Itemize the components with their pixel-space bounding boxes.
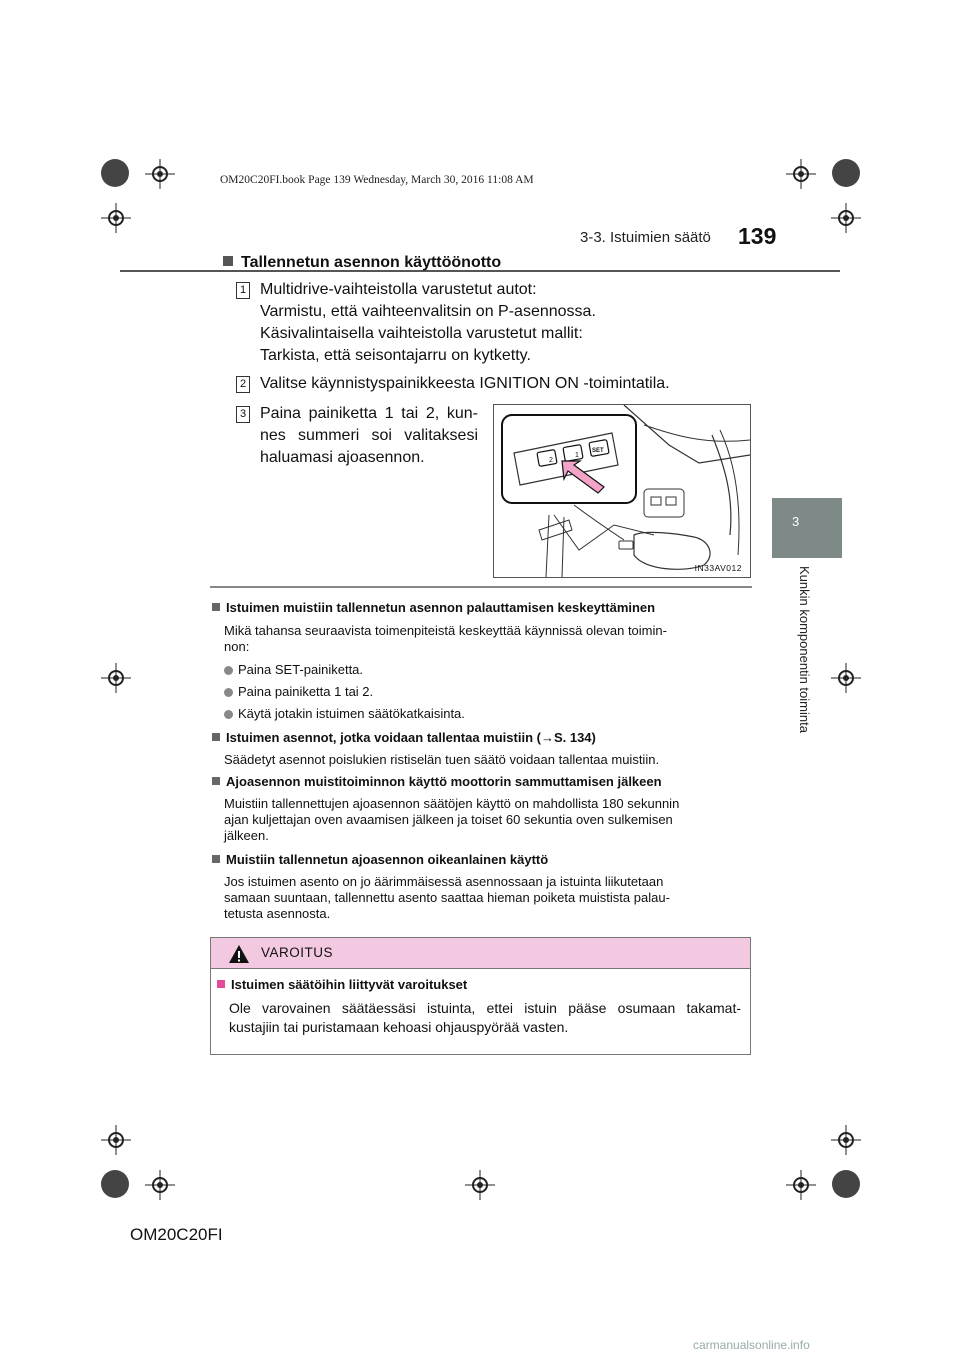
set-button-label: SET xyxy=(592,448,604,454)
step-3-text xyxy=(260,403,478,469)
step-1-text xyxy=(260,279,596,367)
crosshair-mark-icon xyxy=(101,663,131,693)
registration-rosette-top-left xyxy=(101,159,129,187)
crosshair-mark-icon xyxy=(145,1170,175,1200)
note-heading-text: Istuimen asennot, jotka voidaan tallentaa muistiin (→S. 134) xyxy=(226,730,596,745)
warning-subheading-text: Istuimen säätöihin liittyvät varoitukset xyxy=(231,977,468,992)
warning-box xyxy=(210,937,751,1055)
note-3-text xyxy=(224,796,746,844)
note-line: Muistiin tallennettujen ajoasennon säätöjen käyttö on mahdollista 180 sekunnin xyxy=(224,796,680,811)
note-heading-4 xyxy=(212,852,548,867)
note-square-icon xyxy=(212,777,220,785)
chapter-number: 3 xyxy=(792,514,800,529)
registration-rosette-bottom-left xyxy=(101,1170,129,1198)
note-heading-2 xyxy=(212,730,596,745)
step-number-3: 3 xyxy=(236,406,250,423)
warning-square-icon xyxy=(217,980,225,988)
note-line: non: xyxy=(224,639,250,654)
bullet-item xyxy=(224,662,363,677)
registration-rosette-bottom-right xyxy=(832,1170,860,1198)
bullet-dot-icon xyxy=(224,688,233,697)
main-heading xyxy=(223,254,501,272)
crosshair-mark-icon xyxy=(831,1125,861,1155)
bullet-item xyxy=(224,684,373,699)
section-title: 3-3. Istuimien säätö xyxy=(580,229,711,246)
bullet-text: Paina SET-painiketta. xyxy=(238,662,364,677)
watermark: carmanualsonline.info xyxy=(693,1338,810,1352)
bullet-text: Paina painiketta 1 tai 2. xyxy=(238,684,374,699)
chapter-side-title: Kunkin komponentin toiminta xyxy=(797,566,812,733)
step-3-line: Paina painiketta 1 tai 2, kun- xyxy=(260,405,478,422)
note-line: jälkeen. xyxy=(224,828,269,843)
button-1-label: 1 xyxy=(575,452,579,459)
step-number-1: 1 xyxy=(236,282,250,299)
door-panel-drawing xyxy=(494,405,750,577)
crosshair-mark-icon xyxy=(831,203,861,233)
warning-title: VAROITUS xyxy=(261,945,334,960)
bullet-dot-icon xyxy=(224,710,233,719)
page-number: 139 xyxy=(738,223,777,249)
crosshair-mark-icon xyxy=(786,1170,816,1200)
bullet-text: Käytä jotakin istuimen säätökatkaisinta. xyxy=(238,706,465,721)
note-4-text xyxy=(224,874,746,922)
note-line: samaan suuntaan, tallennettu asento saattaa hieman poiketa muistista palau- xyxy=(224,890,670,905)
button-2-label: 2 xyxy=(549,457,553,464)
note-line: Säädetyt asennot poislukien ristiselän tuen säätö voidaan tallentaa muistiin. xyxy=(224,752,660,767)
warning-header xyxy=(211,938,750,969)
warning-triangle-icon xyxy=(228,944,250,964)
warning-text xyxy=(229,999,741,1037)
note-square-icon xyxy=(212,603,220,611)
warning-line: Ole varovainen säätäessäsi istuinta, ettei istuin pääse osumaan takamat- xyxy=(229,1000,741,1016)
note-square-icon xyxy=(212,855,220,863)
chapter-tab xyxy=(772,498,842,558)
book-imprint-line: OM20C20FI.book Page 139 Wednesday, March 30, 2016 11:08 AM xyxy=(220,174,534,186)
crosshair-mark-icon xyxy=(101,203,131,233)
bullet-item xyxy=(224,706,465,721)
note-heading-text: Ajoasennon muistitoiminnon käyttö moottorin sammuttamisen jälkeen xyxy=(226,774,662,789)
note-line: Mikä tahansa seuraavista toimenpiteistä keskeyttää käynnissä olevan toimin- xyxy=(224,623,667,638)
step-3-line: haluamasi ajoasennon. xyxy=(260,449,425,466)
note-2-text xyxy=(224,752,746,768)
step-1-line: Tarkista, että seisontajarru on kytketty. xyxy=(260,347,531,364)
crosshair-mark-icon xyxy=(831,663,861,693)
note-line: Jos istuimen asento on jo äärimmäisessä asennossaan ja istuinta liikutetaan xyxy=(224,874,664,889)
warning-subheading xyxy=(217,977,467,992)
seat-memory-illustration xyxy=(493,404,751,578)
footer-manual-code: OM20C20FI xyxy=(130,1225,223,1244)
note-heading-text: Istuimen muistiin tallennetun asennon palauttamisen keskeyttäminen xyxy=(226,600,656,615)
step-2-text xyxy=(260,373,670,395)
step-1-line: Multidrive-vaihteistolla varustetut autot: xyxy=(260,281,537,298)
main-heading-text: Tallennetun asennon käyttöönotto xyxy=(241,254,502,271)
bullet-dot-icon xyxy=(224,666,233,675)
note-heading-text: Muistiin tallennetun ajoasennon oikeanlainen käyttö xyxy=(226,852,549,867)
note-line: tetusta asennosta. xyxy=(224,906,331,921)
section-separator xyxy=(210,586,752,588)
step-2-line: Valitse käynnistyspainikkeesta IGNITION ON -toimintatila. xyxy=(260,375,670,392)
crosshair-mark-icon xyxy=(465,1170,495,1200)
step-3-line: nes summeri soi valitaksesi xyxy=(260,427,478,444)
note-heading-3 xyxy=(212,774,662,789)
note-square-icon xyxy=(212,733,220,741)
crosshair-mark-icon xyxy=(786,159,816,189)
heading-square-icon xyxy=(223,256,233,266)
registration-rosette-top-right xyxy=(832,159,860,187)
figure-label: IN33AV012 xyxy=(694,563,742,573)
step-number-2: 2 xyxy=(236,376,250,393)
note-line: ajan kuljettajan oven avaamisen jälkeen ja toiset 60 sekuntia oven sulkemisen xyxy=(224,812,673,827)
warning-line: kustajiin tai puristamaan kehoasi ohjauspyörää vasten. xyxy=(229,1019,569,1035)
step-1-line: Varmistu, että vaihteenvalitsin on P-asennossa. xyxy=(260,303,596,320)
step-1-line: Käsivalintaisella vaihteistolla varustetut mallit: xyxy=(260,325,583,342)
note-heading-1 xyxy=(212,600,655,615)
crosshair-mark-icon xyxy=(145,159,175,189)
crosshair-mark-icon xyxy=(101,1125,131,1155)
note-1-text xyxy=(224,623,746,655)
